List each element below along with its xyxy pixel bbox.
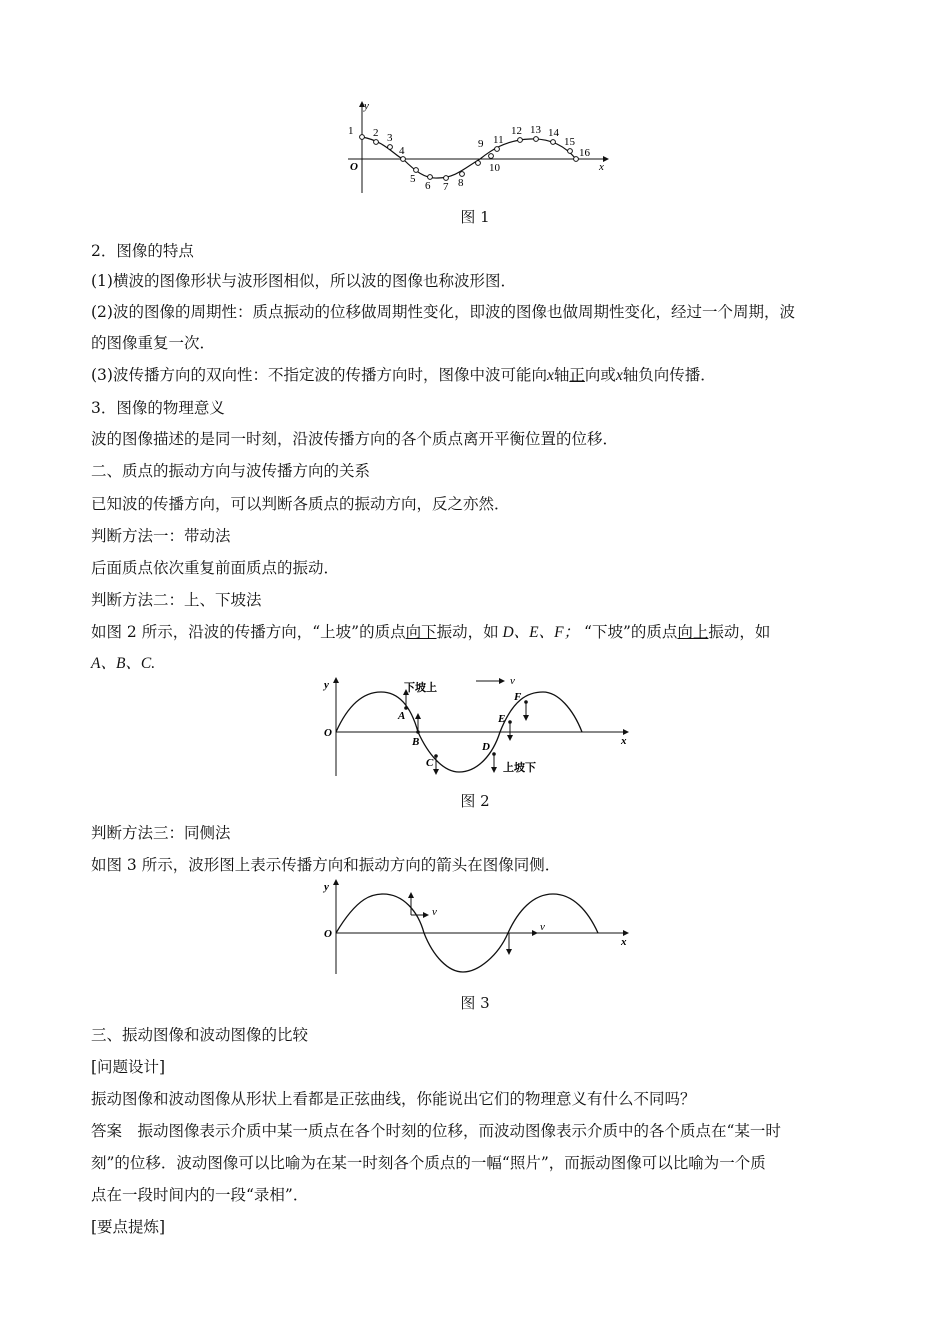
point-marker xyxy=(434,754,438,758)
paragraph: 的图像重复一次． xyxy=(91,334,216,352)
paragraph: 振动图像和波动图像从形状上看都是正弦曲线，你能说出它们的物理意义有什么不同吗？ xyxy=(91,1090,696,1108)
wave-point xyxy=(518,138,523,143)
figure-3-caption: 图 3 xyxy=(460,994,490,1012)
wave-point xyxy=(476,161,481,166)
wave-point xyxy=(551,140,556,145)
origin-label: O xyxy=(324,727,332,739)
wave-point xyxy=(534,137,539,142)
paragraph: A、B、C. xyxy=(91,655,156,672)
section-3-title: 3．图像的物理意义 xyxy=(91,399,225,417)
point-label: F xyxy=(514,691,522,703)
figure-1-caption: 图 1 xyxy=(460,208,490,226)
point-label: 12 xyxy=(511,125,522,137)
x-axis-label: x xyxy=(621,936,627,948)
point-label: 6 xyxy=(425,180,431,192)
point-label: D xyxy=(482,741,490,753)
wave-point xyxy=(489,154,494,159)
point-label: 16 xyxy=(579,147,590,159)
up-slope-label: 上坡下 xyxy=(503,761,536,774)
wave-point xyxy=(444,176,449,181)
point-label: B xyxy=(412,736,420,748)
wave-point xyxy=(360,135,365,140)
text: 轴负向传播． xyxy=(622,366,716,384)
answer-line: 点在一段时间内的一段“录相”． xyxy=(91,1186,309,1204)
point-label: 9 xyxy=(478,138,484,150)
method-1-title: 判断方法一：带动法 xyxy=(91,527,231,545)
figure-3 xyxy=(318,876,638,976)
answer-line: 刻”的位移．波动图像可以比喻为在某一时刻各个质点的一幅“照片”，而振动图像可以比喻为一个质 xyxy=(91,1154,766,1172)
velocity-label: v xyxy=(540,921,545,933)
wave-point xyxy=(401,157,406,162)
underlined-text: 向下 xyxy=(405,623,437,641)
point-label: 15 xyxy=(564,136,575,148)
text: 振动，如 xyxy=(708,623,771,641)
heading: 三、振动图像和波动图像的比较 xyxy=(91,1026,309,1044)
text: 如图 2 所示，沿波的传播方向，“上坡”的质点 xyxy=(91,623,406,641)
paragraph: 已知波的传播方向，可以判断各质点的振动方向，反之亦然． xyxy=(91,495,510,513)
x-axis-label: x xyxy=(599,161,604,173)
paragraph-slope xyxy=(91,621,871,644)
text: (3)波传播方向的双向性：不指定波的传播方向时，图像中波可能向 xyxy=(91,366,547,384)
text: 向或 xyxy=(584,366,616,384)
point-label: 2 xyxy=(373,127,379,139)
point-label: 8 xyxy=(458,177,464,189)
wave-point xyxy=(460,172,465,177)
down-slope-label: 下坡上 xyxy=(404,681,437,694)
x-var: x xyxy=(546,367,554,384)
figure-2 xyxy=(318,674,638,778)
point-label: 3 xyxy=(387,132,393,144)
point-label: 7 xyxy=(443,181,449,193)
figure-2-svg xyxy=(318,674,638,778)
point-label: 14 xyxy=(548,127,559,139)
method-2-title: 判断方法二：上、下坡法 xyxy=(91,591,262,609)
underlined-text: 向上 xyxy=(677,623,709,641)
wave-point xyxy=(428,175,433,180)
point-label: 4 xyxy=(399,145,405,157)
point-marker xyxy=(524,700,528,704)
y-axis-label: y xyxy=(324,679,329,691)
y-axis-label: y xyxy=(364,100,369,112)
wave-point xyxy=(495,147,500,152)
text: 振动，如 xyxy=(436,623,499,641)
text: “下坡”的质点 xyxy=(579,623,678,641)
underlined-text: 正 xyxy=(569,366,585,384)
point-label: C xyxy=(426,757,434,769)
velocity-label: v xyxy=(510,675,515,687)
text: 轴 xyxy=(553,366,570,384)
figure-1 xyxy=(340,96,620,196)
heading: 二、质点的振动方向与波传播方向的关系 xyxy=(91,462,371,480)
y-axis-label: y xyxy=(324,881,329,893)
wave-point xyxy=(388,145,393,150)
paragraph: 如图 3 所示，波形图上表示传播方向和振动方向的箭头在图像同侧． xyxy=(91,856,561,874)
point-marker xyxy=(508,720,512,724)
question-design-label: [问题设计] xyxy=(91,1058,166,1076)
italic-text: D、E、F； xyxy=(498,624,580,641)
point-marker xyxy=(492,752,496,756)
wave-point xyxy=(574,157,579,162)
point-marker xyxy=(416,730,420,734)
origin-label: O xyxy=(350,161,358,173)
figure-1-svg xyxy=(340,96,620,196)
point-label: 11 xyxy=(493,134,504,146)
wave-point xyxy=(568,149,573,154)
point-label: 5 xyxy=(410,173,416,185)
point-label: 10 xyxy=(489,162,500,174)
x-axis-label: x xyxy=(621,735,627,747)
point-label: E xyxy=(498,713,506,725)
paragraph: (2)波的图像的周期性：质点振动的位移做周期性变化，即波的图像也做周期性变化，经过一个周期，波 xyxy=(91,303,795,321)
paragraph: 后面质点依次重复前面质点的振动． xyxy=(91,559,340,577)
point-label: A xyxy=(398,710,406,722)
section-2-title: 2．图像的特点 xyxy=(91,242,194,260)
point-label: 1 xyxy=(348,125,354,137)
paragraph: 波的图像描述的是同一时刻，沿波传播方向的各个质点离开平衡位置的位移． xyxy=(91,430,619,448)
velocity-label: v xyxy=(432,906,437,918)
figure-3-svg xyxy=(318,876,638,976)
figure-2-caption: 图 2 xyxy=(460,792,490,810)
paragraph: (1)横波的图像形状与波形图相似，所以波的图像也称波形图． xyxy=(91,272,516,290)
wave-point xyxy=(414,168,419,173)
paragraph-bidirectional xyxy=(91,364,871,387)
key-points-label: [要点提炼] xyxy=(91,1218,166,1236)
wave-point xyxy=(374,140,379,145)
answer-line: 答案 振动图像表示介质中某一质点在各个时刻的位移，而波动图像表示介质中的各个质点在“某一时 xyxy=(91,1122,781,1140)
method-3-title: 判断方法三：同侧法 xyxy=(91,824,231,842)
point-label: 13 xyxy=(530,124,541,136)
origin-label: O xyxy=(324,928,332,940)
x-var: x xyxy=(615,367,623,384)
wave-curve xyxy=(362,137,576,178)
